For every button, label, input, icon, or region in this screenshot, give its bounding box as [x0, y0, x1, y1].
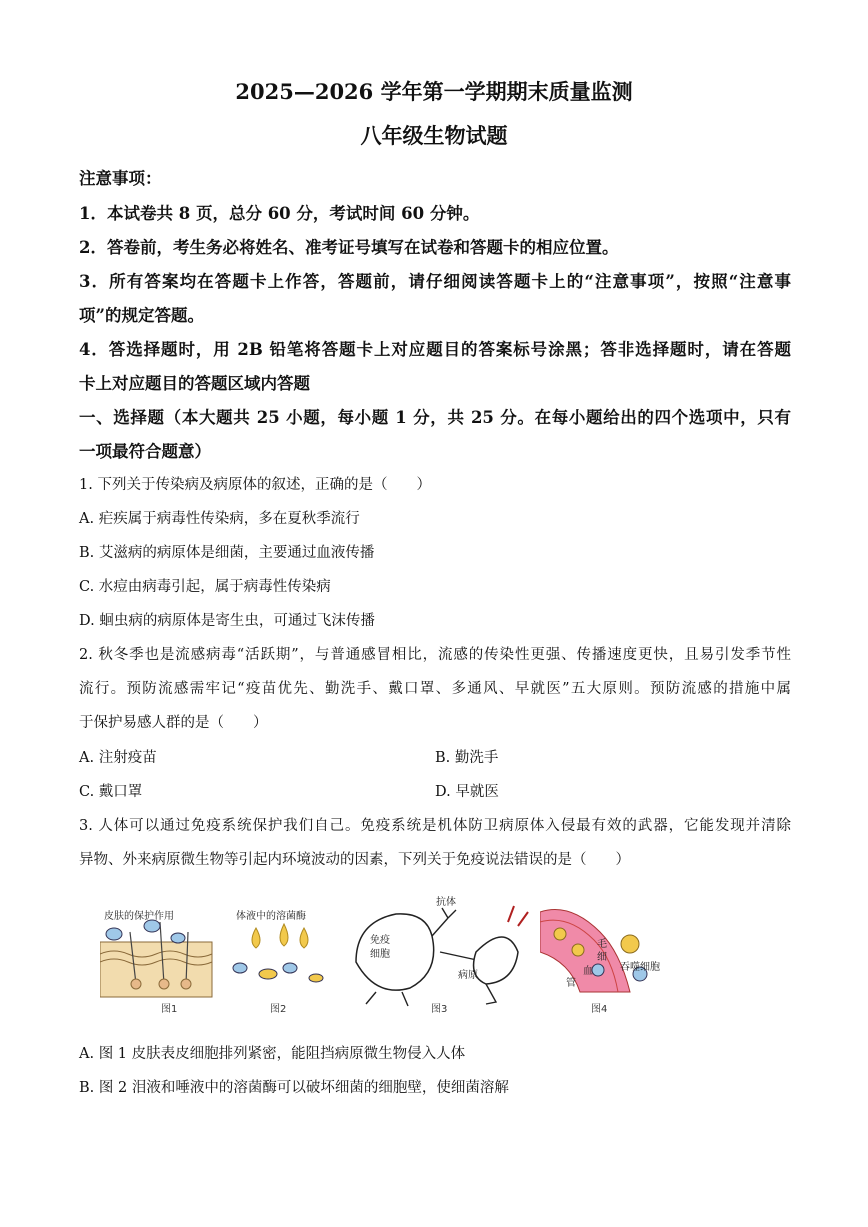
- question-3-stem: 3. 人体可以通过免疫系统保护我们自己。免疫系统是机体防卫病原体入侵最有效的武器，它能发现并清除: [79, 818, 791, 834]
- figure-3-caption: 图3: [431, 1004, 448, 1015]
- question-1-stem: 1. 下列关于传染病及病原体的叙述，正确的是（ ）: [79, 477, 431, 493]
- notice-item: 1．本试卷共 8 页，总分 60 分，考试时间 60 分钟。: [79, 204, 480, 223]
- notice-item: 项”的规定答题。: [79, 306, 204, 325]
- notice-item: 卡上对应题目的答题区域内答题: [79, 374, 310, 393]
- question-2-stem: 2. 秋冬季也是流感病毒“活跃期”，与普通感冒相比，流感的传染性更强、传播速度更快，且易引发季节性: [79, 647, 791, 663]
- question-2-option-a: A. 注射疫苗: [79, 750, 157, 766]
- notice-heading: 注意事项：: [79, 169, 162, 188]
- notice-item: 4．答选择题时，用 2B 铅笔将答题卡上对应题目的答案标号涂黑；答非选择题时，请在答题: [79, 340, 791, 359]
- question-1-option-c: C. 水痘由病毒引起，属于病毒性传染病: [79, 579, 331, 595]
- exam-subtitle: 八年级生物试题: [360, 123, 508, 148]
- figure-3-antibody: [336, 892, 536, 1012]
- question-1-option-b: B. 艾滋病的病原体是细菌，主要通过血液传播: [79, 545, 375, 561]
- question-2-stem: 流行。预防流感需牢记“疫苗优先、勤洗手、戴口罩、多通风、早就医”五大原则。预防流感的措施中属: [79, 681, 791, 697]
- question-3-option-b: B. 图 2 泪液和唾液中的溶菌酶可以破坏细菌的细胞壁，使细菌溶解: [79, 1080, 509, 1096]
- question-3-stem: 异物、外来病原微生物等引起内环境波动的因素，下列关于免疫说法错误的是（ ）: [79, 852, 630, 868]
- figure-4-label-phagocyte: 吞噬细胞: [620, 962, 660, 973]
- figure-3-label-cell: 细胞: [370, 949, 390, 960]
- question-2-option-c: C. 戴口罩: [79, 784, 143, 800]
- question-2-option-b: B. 勤洗手: [435, 750, 499, 766]
- figure-4-label-d: 管: [566, 978, 576, 989]
- figure-4-label-c: 血: [583, 966, 593, 977]
- figure-2-label: 体液中的溶菌酶: [236, 911, 306, 922]
- figure-4-caption: 图4: [591, 1004, 608, 1015]
- figure-4-label-a: 毛: [597, 939, 607, 950]
- exam-title: 2025—2026 学年第一学期期末质量监测: [235, 79, 633, 104]
- figure-4-label-b: 细: [597, 952, 607, 963]
- figure-1-label: 皮肤的保护作用: [104, 911, 174, 922]
- question-2-stem: 于保护易感人群的是（ ）: [79, 715, 268, 731]
- figure-3-label-antibody: 抗体: [436, 897, 456, 908]
- notice-item: 3．所有答案均在答题卡上作答，答题前，请仔细阅读答题卡上的“注意事项”，按照“注意事: [79, 272, 791, 291]
- question-2-option-d: D. 早就医: [435, 784, 499, 800]
- figure-3-label-pathogen: 病原: [458, 970, 478, 981]
- figure-1-caption: 图1: [161, 1004, 178, 1015]
- figure-2-caption: 图2: [270, 1004, 287, 1015]
- section-heading-cont: 一项最符合题意）: [79, 442, 211, 461]
- question-3-option-a: A. 图 1 皮肤表皮细胞排列紧密，能阻挡病原微生物侵入人体: [79, 1046, 466, 1062]
- question-1-option-d: D. 蛔虫病的病原体是寄生虫，可通过飞沫传播: [79, 613, 375, 629]
- section-heading: 一、选择题（本大题共 25 小题，每小题 1 分，共 25 分。在每小题给出的四个选项中，只有: [79, 408, 791, 427]
- question-1-option-a: A. 疟疾属于病毒性传染病，多在夏秋季流行: [79, 511, 360, 527]
- notice-item: 2．答卷前，考生务必将姓名、准考证号填写在试卷和答题卡的相应位置。: [79, 238, 619, 257]
- figure-3-label-immune: 免疫: [370, 935, 390, 946]
